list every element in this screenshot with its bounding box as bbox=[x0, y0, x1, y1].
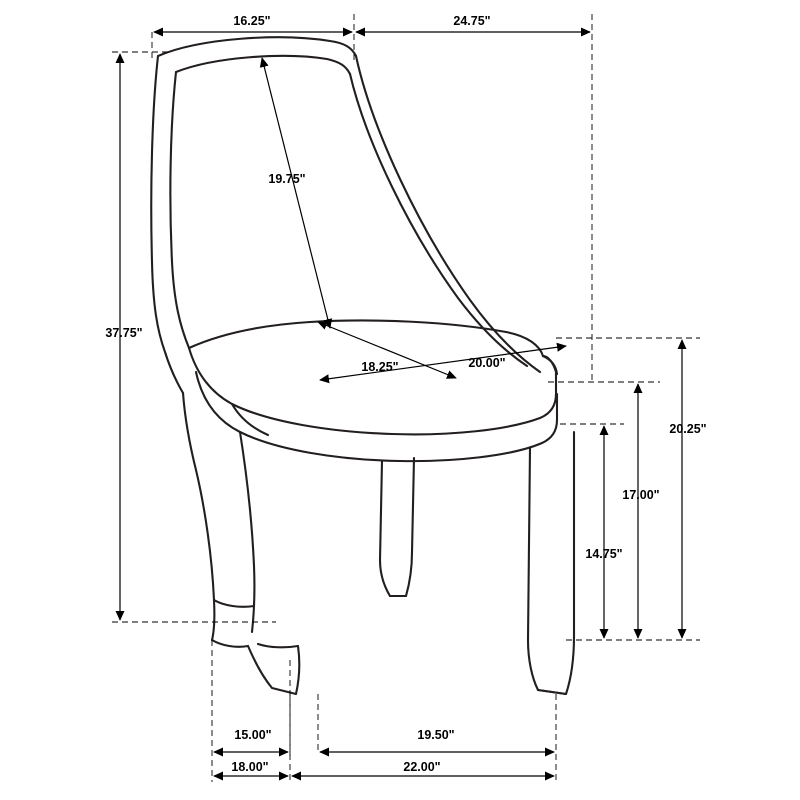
dim-label-seat-width: 20.00" bbox=[468, 356, 506, 370]
extension-lines bbox=[112, 14, 700, 782]
dim-label-arm-height: 20.25" bbox=[669, 422, 707, 436]
dim-label-seat-height-front: 14.75" bbox=[585, 547, 623, 561]
dim-label-front-leg-width: 18.00" bbox=[231, 760, 269, 774]
dim-label-leg-inner-width: 15.00" bbox=[234, 728, 272, 742]
dim-label-seat-height-back: 17.00" bbox=[622, 488, 660, 502]
dim-label-seat-back-diagonal: 19.75" bbox=[268, 172, 306, 186]
dim-label-overall-height: 37.75" bbox=[105, 326, 143, 340]
dim-label-back-leg-span: 19.50" bbox=[417, 728, 455, 742]
dim-label-seat-depth: 18.25" bbox=[361, 360, 399, 374]
dim-label-overall-width: 22.00" bbox=[403, 760, 441, 774]
dim-label-back-top-right-width: 24.75" bbox=[453, 14, 491, 28]
dimline-seat-back-diagonal bbox=[262, 58, 330, 328]
dim-label-back-top-left-width: 16.25" bbox=[233, 14, 271, 28]
dimension-lines bbox=[120, 32, 682, 776]
